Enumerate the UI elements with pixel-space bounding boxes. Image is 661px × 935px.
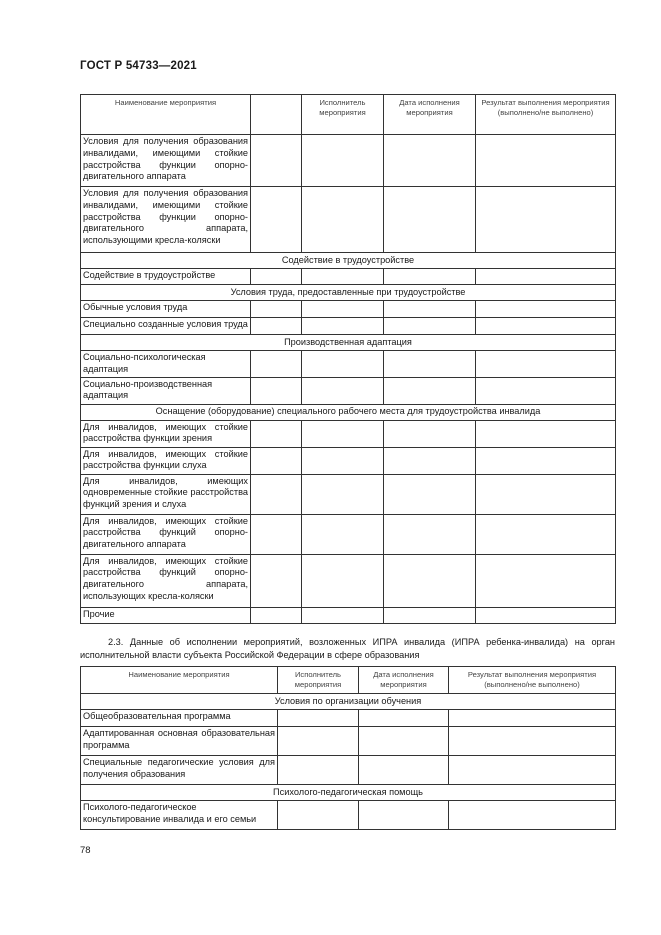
table-row (81, 420, 616, 447)
table-row (81, 756, 616, 785)
column-header: Результат выполнения мероприятия (выполнено/не выполнено) (449, 667, 616, 694)
table-header-row (81, 95, 616, 135)
empty-cell (251, 607, 302, 623)
empty-cell (251, 187, 302, 253)
event-name-cell: Для инвалидов, имеющих стойкие расстройства функций опорно-двигательного аппарата (81, 514, 251, 554)
empty-cell (302, 447, 384, 474)
section-title: Условия труда, предоставленные при трудоустройстве (81, 285, 616, 301)
empty-cell (384, 269, 476, 285)
events-table-education (80, 666, 616, 830)
event-name-cell: Для инвалидов, имеющих стойкие расстройства функций опорно-двигательного аппарата, использующих кресла-коляски (81, 554, 251, 607)
empty-cell (476, 269, 616, 285)
empty-cell (359, 727, 449, 756)
empty-cell (384, 135, 476, 187)
table-row (81, 351, 616, 378)
events-table-employment (80, 94, 616, 624)
empty-cell (359, 756, 449, 785)
table-body (81, 135, 616, 624)
section-title: Производственная адаптация (81, 335, 616, 351)
empty-cell (476, 474, 616, 514)
empty-cell (384, 377, 476, 404)
empty-cell (476, 377, 616, 404)
table-row (81, 607, 616, 623)
table-row (81, 301, 616, 318)
empty-cell (384, 474, 476, 514)
section-row (81, 694, 616, 710)
event-name-cell: Условия для получения образования инвалидами, имеющими стойкие расстройства функции опорно-двигательного аппарата (81, 135, 251, 187)
event-name-cell: Условия для получения образования инвалидами, имеющими стойкие расстройства функции опорно-двигательного аппарата, использующими кресла-коляски (81, 187, 251, 253)
column-header: Наименование мероприятия (81, 667, 278, 694)
empty-cell (278, 801, 359, 830)
empty-cell (278, 756, 359, 785)
empty-cell (302, 318, 384, 335)
empty-cell (476, 135, 616, 187)
event-name-cell: Общеобразовательная программа (81, 710, 278, 727)
empty-cell (476, 447, 616, 474)
table-row (81, 187, 616, 253)
empty-cell (278, 727, 359, 756)
empty-cell (302, 474, 384, 514)
empty-cell (251, 474, 302, 514)
empty-cell (302, 301, 384, 318)
empty-cell (476, 318, 616, 335)
empty-cell (476, 351, 616, 378)
empty-cell (384, 554, 476, 607)
empty-cell (449, 801, 616, 830)
empty-cell (251, 318, 302, 335)
empty-cell (449, 710, 616, 727)
event-name-cell: Обычные условия труда (81, 301, 251, 318)
section-row (81, 785, 616, 801)
page-number: 78 (80, 845, 91, 856)
empty-cell (302, 554, 384, 607)
table-row (81, 318, 616, 335)
empty-cell (302, 269, 384, 285)
event-name-cell: Специально созданные условия труда (81, 318, 251, 335)
empty-cell (251, 301, 302, 318)
section-title: Условия по организации обучения (81, 694, 616, 710)
event-name-cell: Адаптированная основная образовательная программа (81, 727, 278, 756)
event-name-cell: Специальные педагогические условия для получения образования (81, 756, 278, 785)
table-row (81, 801, 616, 830)
empty-cell (302, 377, 384, 404)
event-name-cell: Содействие в трудоустройстве (81, 269, 251, 285)
empty-cell (384, 420, 476, 447)
empty-cell (476, 514, 616, 554)
column-header: Дата исполнения мероприятия (384, 95, 476, 135)
empty-cell (302, 351, 384, 378)
section-paragraph (80, 636, 615, 662)
table-row (81, 377, 616, 404)
empty-cell (251, 377, 302, 404)
section-title: Оснащение (оборудование) специального рабочего места для трудоустройства инвалида (81, 404, 616, 420)
empty-cell (302, 187, 384, 253)
empty-cell (251, 514, 302, 554)
column-header: Наименование мероприятия (81, 95, 251, 135)
empty-cell (384, 301, 476, 318)
empty-cell (384, 447, 476, 474)
empty-cell (476, 187, 616, 253)
table-row (81, 514, 616, 554)
section-title: Психолого-педагогическая помощь (81, 785, 616, 801)
table-row (81, 269, 616, 285)
empty-cell (384, 351, 476, 378)
table-row (81, 474, 616, 514)
empty-cell (476, 301, 616, 318)
table-header-row (81, 667, 616, 694)
table-row (81, 447, 616, 474)
empty-cell (384, 318, 476, 335)
section-title: Содействие в трудоустройстве (81, 253, 616, 269)
empty-cell (449, 756, 616, 785)
event-name-cell: Для инвалидов, имеющих стойкие расстройства функции слуха (81, 447, 251, 474)
empty-cell (384, 187, 476, 253)
section-row (81, 335, 616, 351)
column-header: Дата исполнения мероприятия (359, 667, 449, 694)
column-header (251, 95, 302, 135)
empty-cell (302, 135, 384, 187)
empty-cell (251, 447, 302, 474)
empty-cell (359, 801, 449, 830)
column-header: Результат выполнения мероприятия (выполнено/не выполнено) (476, 95, 616, 135)
section-row (81, 404, 616, 420)
event-name-cell: Социально-производственная адаптация (81, 377, 251, 404)
empty-cell (384, 607, 476, 623)
empty-cell (476, 420, 616, 447)
event-name-cell: Психолого-педагогическое консультирование инвалида и его семьи (81, 801, 278, 830)
table-body (81, 694, 616, 830)
document-header: ГОСТ Р 54733—2021 (80, 60, 197, 72)
column-header: Исполнитель мероприятия (278, 667, 359, 694)
event-name-cell: Прочие (81, 607, 251, 623)
empty-cell (476, 607, 616, 623)
table-row (81, 554, 616, 607)
section-row (81, 253, 616, 269)
section-row (81, 285, 616, 301)
empty-cell (251, 420, 302, 447)
event-name-cell: Социально-психологическая адаптация (81, 351, 251, 378)
empty-cell (251, 554, 302, 607)
event-name-cell: Для инвалидов, имеющих одновременные стойкие расстройства функций зрения и слуха (81, 474, 251, 514)
paragraph-text: 2.3. Данные об исполнении мероприятий, возложенных ИПРА инвалида (ИПРА ребенка-инвалида) на орган исполнительной власти субъекта Российской Федерации в сфере образования (80, 637, 615, 660)
column-header: Исполнитель мероприятия (302, 95, 384, 135)
empty-cell (251, 351, 302, 378)
empty-cell (251, 135, 302, 187)
empty-cell (384, 514, 476, 554)
empty-cell (476, 554, 616, 607)
empty-cell (251, 269, 302, 285)
table-row (81, 135, 616, 187)
table-row (81, 710, 616, 727)
event-name-cell: Для инвалидов, имеющих стойкие расстройства функции зрения (81, 420, 251, 447)
empty-cell (278, 710, 359, 727)
empty-cell (359, 710, 449, 727)
table-row (81, 727, 616, 756)
empty-cell (302, 607, 384, 623)
empty-cell (449, 727, 616, 756)
empty-cell (302, 420, 384, 447)
empty-cell (302, 514, 384, 554)
